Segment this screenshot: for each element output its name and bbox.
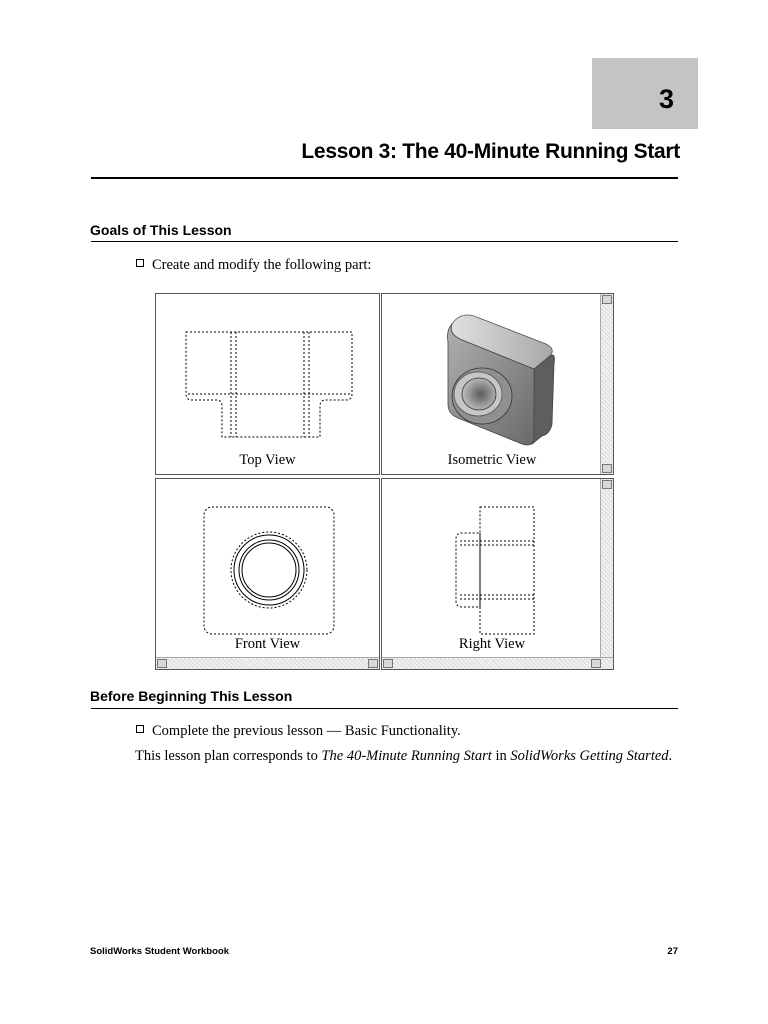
chapter-number-box: [592, 58, 698, 129]
scroll-up-icon[interactable]: [602, 295, 612, 304]
chapter-number: 3: [658, 84, 674, 114]
top-view-pane: [155, 293, 380, 475]
top-view-caption: Top View: [239, 452, 296, 468]
lesson-reference-paragraph: [135, 746, 675, 767]
para-prefix: This lesson plan corresponds to: [135, 748, 322, 764]
scroll-down-icon[interactable]: [602, 464, 612, 473]
before-rule: [91, 708, 678, 709]
vertical-scrollbar[interactable]: [600, 479, 613, 657]
part-views-figure: [153, 291, 615, 670]
top-view-drawing: [156, 294, 381, 476]
isometric-view-pane: [381, 293, 614, 475]
front-view-pane: [155, 478, 380, 670]
horizontal-scrollbar[interactable]: [156, 657, 379, 669]
vertical-scrollbar[interactable]: [600, 294, 613, 474]
scroll-right-icon[interactable]: [368, 659, 378, 668]
title-rule: [91, 177, 678, 179]
footer-book-title: SolidWorks Student Workbook: [90, 946, 229, 957]
checkbox-bullet-icon: [136, 725, 144, 733]
para-mid: in: [491, 748, 511, 764]
goals-heading: Goals of This Lesson: [90, 222, 232, 238]
footer-page-number: 27: [667, 946, 678, 957]
goals-rule: [91, 241, 678, 242]
goals-bullet: [136, 257, 371, 274]
lesson-title: Lesson 3: The 40-Minute Running Start: [301, 140, 680, 163]
horizontal-scrollbar[interactable]: [382, 657, 613, 669]
scroll-left-icon[interactable]: [383, 659, 393, 668]
para-ref-getting-started: SolidWorks Getting Started: [510, 748, 669, 764]
scroll-left-icon[interactable]: [157, 659, 167, 668]
right-view-pane: [381, 478, 614, 670]
goals-bullet-text: Create and modify the following part:: [152, 257, 372, 273]
before-bullet-text: Complete the previous lesson — Basic Functionality.: [152, 723, 461, 739]
para-suffix: .: [668, 748, 673, 764]
isometric-view-drawing: [382, 294, 615, 476]
before-bullet: [136, 723, 461, 740]
before-heading: Before Beginning This Lesson: [90, 688, 293, 704]
scroll-right-icon[interactable]: [591, 659, 601, 668]
isometric-view-caption: Isometric View: [447, 452, 537, 468]
scroll-up-icon[interactable]: [602, 480, 612, 489]
right-view-drawing: [382, 479, 615, 659]
right-view-caption: Right View: [458, 636, 526, 652]
front-view-drawing: [156, 479, 381, 659]
para-ref-running-start: The 40-Minute Running Start: [321, 748, 492, 764]
front-view-caption: Front View: [234, 636, 301, 652]
checkbox-bullet-icon: [136, 259, 144, 267]
